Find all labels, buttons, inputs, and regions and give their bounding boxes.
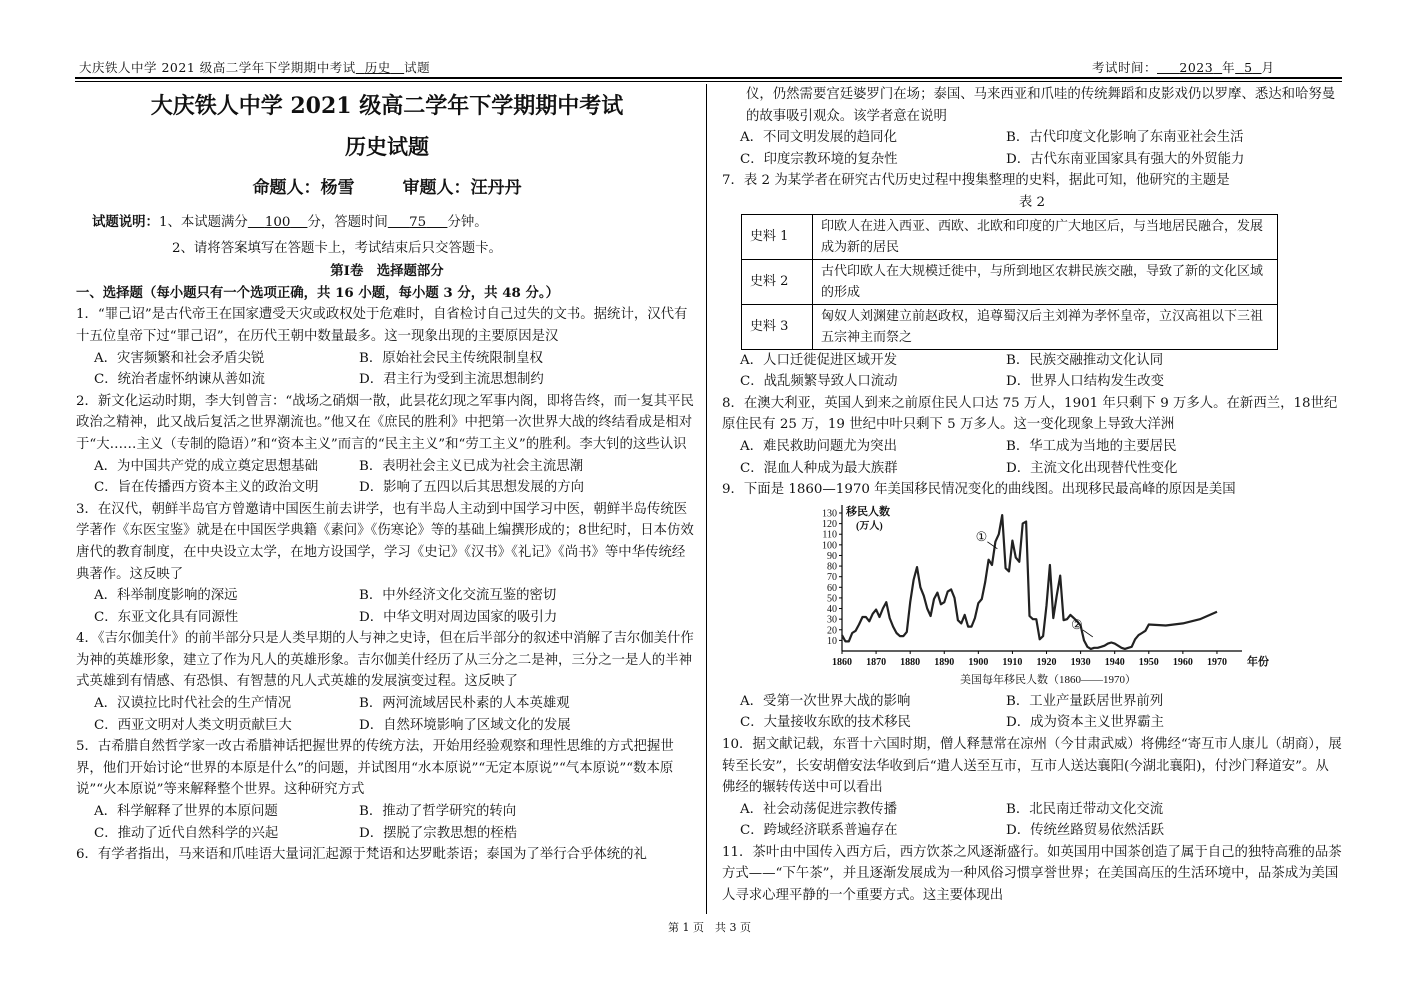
section-heading: 一、选择题（每小题只有一个选项正确，共 16 小题，每小题 3 分，共 48 分。）	[76, 284, 559, 301]
authors	[76, 174, 698, 202]
option-a: A．为中国共产党的成立奠定思想基础	[94, 458, 318, 474]
option-c: C．大量接收东欧的技术移民	[740, 715, 911, 731]
option-d: D．古代东南亚国家具有强大的外贸能力	[1006, 151, 1245, 167]
option-a: A．社会动荡促进宗教传播	[740, 801, 897, 817]
annotation-1: ①	[975, 528, 988, 544]
x-tick-label: 1920	[1036, 656, 1057, 668]
option-a: A．人口迁徙促进区域开发	[740, 352, 897, 368]
instructions-line-2: 2、请将答案填写在答题卡上，考试结束后只交答题卡。	[172, 240, 502, 256]
option-c: C．统治者虚怀纳谏从善如流	[94, 372, 265, 388]
series-line	[842, 515, 1217, 649]
annotation-pointer	[1083, 630, 1093, 637]
question-6-stem: 6．有学者指出，马来语和爪哇语大量词汇起源于梵语和达罗毗荼语；泰国为了举行合乎体统的礼	[76, 847, 647, 863]
q10-stem: 10．据文献记载，东晋十六国时期，僧人释慧常在凉州（今甘肃武威）将佛经“寄互市人康儿（胡商），展转至长安”，长安胡僧安法华收到后“遣人送至互市，互市人送达襄阳(今湖北襄阳)，付沙门释道安”。从佛经的辗转传送中可以看出	[722, 736, 1342, 796]
option-c: C．旨在传播西方资本主义的政治文明	[94, 480, 319, 496]
q11-stem: 11．茶叶由中国传入西方后，西方饮茶之风逐渐盛行。如英国用中国茶创造了属于自己的独特高雅的品茶方式——“下午茶”，并且逐渐发展成为一种风俗习惯享誉世界；在美国高压的生活环境中，品茶成为美国人寻求心理平静的一个重要方式。这主要体现出	[722, 844, 1342, 904]
y-tick-label: 110	[822, 529, 837, 541]
option-d: D．中华文明对周边国家的吸引力	[359, 609, 558, 625]
x-tick-label: 1890	[934, 656, 955, 668]
q9-options	[722, 691, 1342, 734]
option-d: D．成为资本主义世界霸主	[1006, 715, 1165, 731]
annotation-2: ②	[1071, 616, 1083, 632]
source-label: 史料 2	[742, 259, 813, 304]
option-b: B．华工成为当地的主要居民	[1006, 438, 1177, 454]
y-tick-label: 40	[827, 603, 837, 615]
source-table	[741, 214, 1278, 350]
option-d: D．影响了五四以后其思想发展的方向	[359, 480, 584, 496]
y-tick-label: 10	[827, 635, 837, 647]
exam-year: 2023	[1179, 60, 1214, 75]
option-b: B．古代印度文化影响了东南亚社会生活	[1006, 130, 1244, 146]
option-c: C．印度宗教环境的复杂性	[740, 151, 898, 167]
option-b: B．民族交融推动文化认同	[1006, 352, 1164, 368]
question-list-left	[76, 304, 698, 865]
x-tick-label: 1860	[832, 656, 852, 668]
option-b: B．北民南迁带动文化交流	[1006, 801, 1164, 817]
q7-stem: 7．表 2 为某学者在研究古代历史过程中搜集整理的史料，据此可知，他研究的主题是	[722, 173, 1230, 189]
setter: 命题人：杨雪	[252, 178, 355, 198]
option-a: A．不同文明发展的趋同化	[740, 130, 897, 146]
table-row	[742, 259, 1278, 304]
question-3-options	[76, 585, 698, 628]
option-d: D．自然环境影响了区域文化的发展	[359, 717, 571, 733]
source-text: 古代印欧人在大规模迁徙中，与所到地区农耕民族交融，导致了新的文化区域的形成	[813, 259, 1278, 304]
option-c: C．跨域经济联系普遍存在	[740, 823, 898, 839]
source-label: 史料 1	[742, 214, 813, 259]
left-column	[76, 84, 698, 866]
page-subtitle: 历史试题	[345, 134, 429, 159]
q6-options	[722, 127, 1342, 170]
option-b: B．中外经济文化交流互鉴的密切	[359, 588, 557, 604]
x-tick-label: 1960	[1172, 656, 1193, 668]
option-d: D．传统丝路贸易依然活跃	[1006, 823, 1165, 839]
question-1-options	[76, 348, 698, 391]
option-a: A．汉谟拉比时代社会的生产情况	[94, 696, 292, 712]
y-tick-label: 80	[827, 561, 837, 573]
table-row	[742, 304, 1278, 349]
question-2-options	[76, 456, 698, 499]
option-b: B．表明社会主义已成为社会主流思潮	[359, 458, 584, 474]
x-tick-label: 1870	[866, 656, 887, 668]
option-c: C．推动了近代自然科学的兴起	[94, 825, 279, 841]
y-tick-label: 70	[827, 571, 837, 583]
option-d: D．君主行为受到主流思想制约	[359, 372, 544, 388]
option-c: C．西亚文明对人类文明贡献巨大	[94, 717, 292, 733]
q8-options	[722, 436, 1342, 479]
y-tick-label: 120	[822, 518, 837, 530]
header-subject: 历史	[364, 60, 391, 75]
header-rule-thin	[75, 81, 1342, 82]
option-b: B．原始社会民主传统限制皇权	[359, 350, 543, 366]
source-label: 史料 3	[742, 304, 813, 349]
option-a: A．灾害频繁和社会矛盾尖锐	[94, 350, 265, 366]
option-a: A．难民救助问题尤为突出	[740, 438, 897, 454]
x-tick-label: 1970	[1206, 656, 1227, 668]
header-left	[79, 58, 430, 76]
q8-stem: 8．在澳大利亚，英国人到来之前原住民人口达 75 万人，1901 年只剩下 9 万多人。在新西兰，18世纪原住民有 25 万，19 世纪中叶只剩下 5 万多人。这一变化现象上导致大洋洲	[722, 395, 1338, 433]
right-column	[722, 84, 1342, 907]
header-rule-thick	[75, 77, 1342, 79]
option-b: B．两河流域居民朴素的人本英雄观	[359, 696, 570, 712]
option-d: D．世界人口结构发生改变	[1006, 374, 1165, 390]
q10-options	[722, 799, 1342, 842]
x-tick-label: 1880	[900, 656, 921, 668]
source-text: 匈奴人刘渊建立前赵政权，追尊蜀汉后主刘禅为孝怀皇帝，立汉高祖以下三祖五宗神主而祭之	[813, 304, 1278, 349]
x-tick-label: 1950	[1138, 656, 1159, 668]
q7-options	[722, 350, 1342, 393]
exam-time-label: 考试时间：	[1092, 60, 1158, 75]
option-c: C．东亚文化具有同源性	[94, 609, 239, 625]
y-tick-label: 20	[827, 624, 837, 636]
y-axis-label: 移民人数	[846, 505, 890, 518]
option-a: A．科学解释了世界的本原问题	[94, 804, 278, 820]
question-3-stem: 3．在汉代，朝鲜半岛官方曾邀请中国医生前去讲学，也有半岛人主动到中国学习中医，朝鲜半岛传统医学著作《东医宝鉴》就是在中国医学典籍《素问》《伤寒论》等的基础上编撰形成的；8世纪时，日本仿效唐代的教育制度，在中央设立太学，在地方设国学，学习《史记》《汉书》《礼记》《尚书》等中华传统经典著作。这反映了	[76, 501, 694, 582]
y-axis-unit: (万人)	[856, 520, 883, 532]
option-a: A．受第一次世界大战的影响	[740, 693, 911, 709]
question-5-options	[76, 801, 698, 844]
immigration-chart	[814, 501, 1274, 691]
y-tick-label: 50	[827, 593, 837, 605]
page-footer: 第 1 页 共 3 页	[668, 921, 751, 934]
header-suffix: 试题	[404, 60, 431, 75]
question-4-options	[76, 693, 698, 736]
question-5-stem: 5．古希腊自然哲学家一改古希腊神话把握世界的传统方法，开始用经验观察和理性思维的方式把握世界，他们开始讨论“世界的本原是什么”的问题，并试图用“水本原说”“无定本原说”“气本原说”“数本原说”“火本原说”等来解释整个世界。这种研究方式	[76, 739, 674, 798]
y-tick-label: 60	[827, 582, 837, 594]
page-title: 大庆铁人中学 2021 级高二学年下学期期中考试	[150, 93, 624, 119]
q6-continued: 仪，仍然需要宫廷婆罗门在场；泰国、马来西亚和爪哇的传统舞蹈和皮影戏仍以罗摩、悉达和哈努曼的故事吸引观众。该学者意在说明	[746, 87, 1336, 124]
part-heading: 第Ⅰ卷 选择题部分	[330, 263, 444, 280]
chart-caption: 美国每年移民人数（1860——1970）	[960, 673, 1136, 686]
header-exam-name: 大庆铁人中学 2021 级高二学年下学期期中考试	[79, 60, 356, 75]
option-d: D．主流文化出现替代性变化	[1006, 460, 1178, 476]
x-tick-label: 1940	[1104, 656, 1125, 668]
question-4-stem: 4．《吉尔伽美什》的前半部分只是人类早期的人与神之史诗，但在后半部分的叙述中消解了吉尔伽美什作为神的英雄形象，建立了作为凡人的英雄形象。吉尔伽美什经历了从三分之二是神，三分之一是人的半神式英雄到有情感、有恐惧、有智慧的凡人式英雄的发展演变过程。这反映了	[76, 631, 694, 690]
option-d: D．摆脱了宗教思想的桎梏	[359, 825, 518, 841]
y-tick-label: 130	[822, 508, 837, 520]
table-row	[742, 214, 1278, 259]
y-tick-label: 90	[827, 550, 837, 562]
immigration-chart-svg	[814, 501, 1274, 691]
instructions-line-1: 试题说明：1、本试题满分 100 分，答题时间 75 分钟。	[92, 214, 488, 230]
x-tick-label: 1930	[1070, 656, 1091, 668]
reviewer: 审题人：汪丹丹	[402, 178, 522, 198]
question-1-stem: 1．“罪己诏”是古代帝王在国家遭受天灾或政权处于危难时，自省检讨自己过失的文书。据统计，汉代有十五位皇帝下过“罪己诏”，在历代王朝中数量最多。这一现象出现的主要原因是汉	[76, 307, 688, 344]
table-caption: 表 2	[1018, 194, 1046, 210]
x-tick-label: 1910	[1002, 656, 1023, 668]
y-tick-label: 100	[822, 540, 837, 552]
y-tick-label: 30	[827, 614, 837, 626]
x-axis-label: 年份	[1247, 655, 1269, 668]
option-b: B．工业产量跃居世界前列	[1006, 693, 1164, 709]
option-c: C．战乱频繁导致人口流动	[740, 374, 898, 390]
option-a: A．科举制度影响的深远	[94, 588, 238, 604]
x-tick-label: 1900	[968, 656, 989, 668]
q9-stem: 9．下面是 1860—1970 年美国移民情况变化的曲线图。出现移民最高峰的原因是美国	[722, 482, 1236, 498]
question-2-stem: 2．新文化运动时期，李大钊曾言：“战场之硝烟一散，此昙花幻现之军事内阁，即将告终，而一复其平民政治之精神，此又战后复活之世界潮流也。”他又在《庶民的胜利》中把第一次世界大战的终结看成是相对于“大……主义（专制的隐语）”和“资本主义”而言的“民主主义”和“劳工主义”的胜利。李大钊的这些认识	[76, 393, 694, 452]
exam-month: 5	[1244, 60, 1253, 75]
column-divider	[706, 84, 707, 914]
header-right: 考试时间： 2023 年 5 月	[1092, 60, 1275, 75]
option-c: C．混血人种成为最大族群	[740, 460, 898, 476]
source-text: 印欧人在进入西亚、西欧、北欧和印度的广大地区后，与当地居民融合，发展成为新的居民	[813, 214, 1278, 259]
option-b: B．推动了哲学研究的转向	[359, 804, 517, 820]
